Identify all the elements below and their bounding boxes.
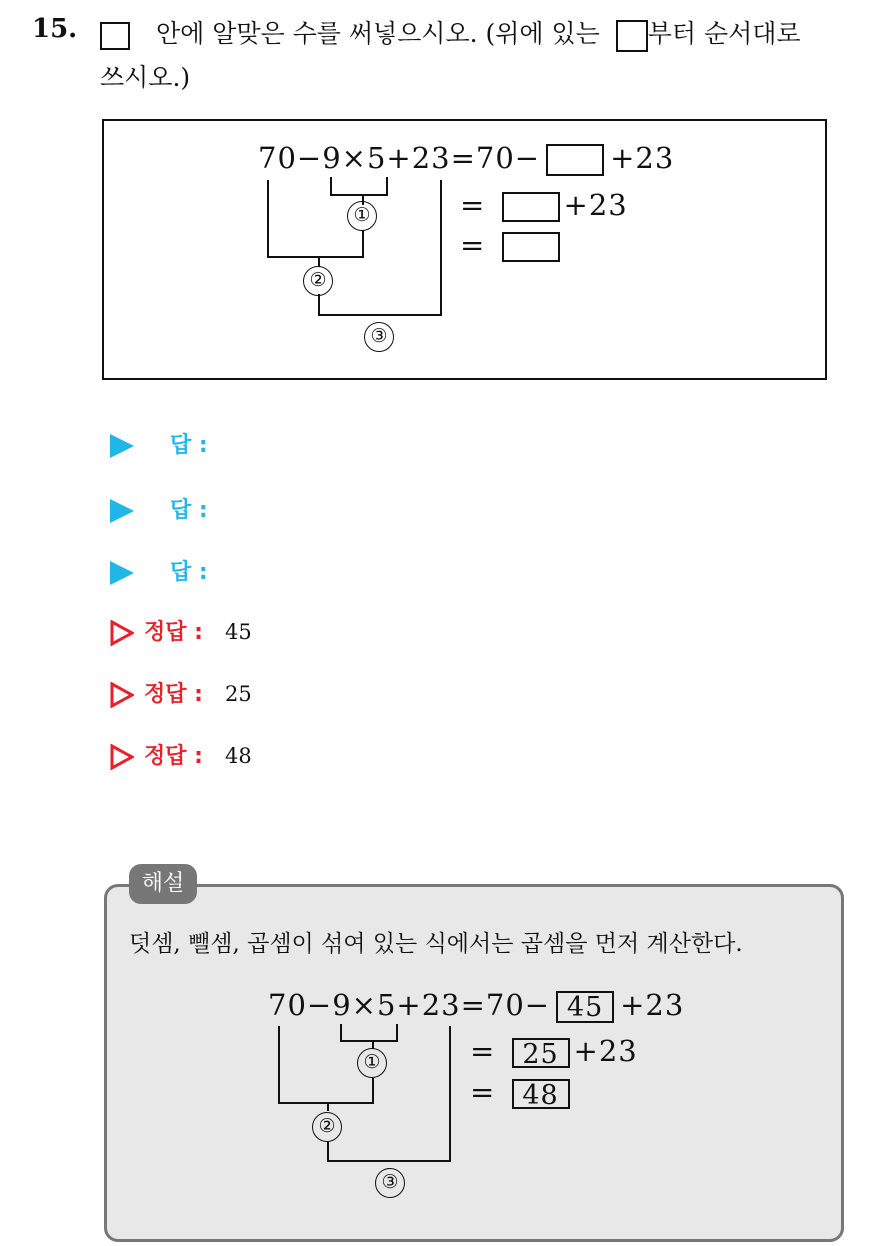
correct-answer-row bbox=[110, 739, 252, 770]
bracket-2-right bbox=[362, 230, 364, 258]
bracket-1-left bbox=[330, 177, 332, 195]
equals-sign: = bbox=[460, 228, 486, 262]
play-arrow-icon bbox=[110, 434, 134, 458]
expression-left: 70−9×5+23=70− bbox=[258, 141, 541, 175]
bracket-2-left bbox=[267, 180, 269, 258]
correct-value: 48 bbox=[224, 744, 252, 768]
explanation-text: 덧셈, 뺄셈, 곱셈이 섞여 있는 식에서는 곱셈을 먼저 계산한다. bbox=[129, 931, 743, 957]
answer-row bbox=[110, 428, 208, 459]
correct-label: 정답 : bbox=[144, 744, 203, 769]
problem-step-3 bbox=[460, 228, 560, 262]
question-text-line2: 쓰시오.) bbox=[100, 63, 191, 92]
correct-answer-row bbox=[110, 615, 252, 646]
bracket-3-right bbox=[440, 180, 442, 316]
correct-label: 정답 : bbox=[144, 682, 203, 707]
expression-tail-2: +23 bbox=[563, 188, 628, 222]
filled-box-1: 45 bbox=[556, 991, 614, 1023]
bracket-3-right bbox=[449, 1026, 451, 1162]
bracket-2-right bbox=[372, 1078, 374, 1104]
answer-label: 답 : bbox=[170, 560, 208, 585]
outline-arrow-icon bbox=[110, 620, 134, 646]
step-marker-2: ② bbox=[303, 266, 333, 296]
question-text bbox=[100, 14, 801, 52]
bracket-2-left bbox=[278, 1026, 280, 1104]
bracket-1-bottom bbox=[330, 194, 388, 196]
equals-sign: = bbox=[470, 1034, 496, 1068]
expression-tail-1: +23 bbox=[610, 141, 675, 175]
outline-arrow-icon bbox=[110, 744, 134, 770]
bracket-3-left bbox=[318, 294, 320, 316]
expression-left: 70−9×5+23=70− bbox=[268, 988, 551, 1022]
blank-box-icon bbox=[100, 22, 130, 50]
correct-label: 정답 : bbox=[144, 620, 203, 645]
question-number: 15. bbox=[32, 14, 78, 44]
filled-box-2: 25 bbox=[512, 1038, 570, 1068]
explanation-tag: 해설 bbox=[129, 864, 197, 904]
expression-tail-2: +23 bbox=[573, 1034, 638, 1068]
step-marker-1: ① bbox=[347, 201, 377, 231]
answer-row bbox=[110, 555, 208, 586]
outline-arrow-icon bbox=[110, 682, 134, 708]
answer-blank-2[interactable] bbox=[502, 192, 560, 222]
bracket-3-bottom bbox=[327, 1160, 451, 1162]
filled-box-3: 48 bbox=[512, 1079, 570, 1109]
answer-blank-1[interactable] bbox=[546, 144, 604, 176]
play-arrow-icon bbox=[110, 561, 134, 585]
bracket-2-bottom bbox=[267, 256, 364, 258]
correct-answer-row bbox=[110, 677, 252, 708]
bracket-2-bottom bbox=[278, 1102, 374, 1104]
correct-value: 25 bbox=[224, 682, 252, 706]
answer-blank-3[interactable] bbox=[502, 232, 560, 262]
correct-value: 45 bbox=[224, 620, 252, 644]
step-marker-3: ③ bbox=[375, 1168, 405, 1198]
bracket-2-stem bbox=[327, 1103, 329, 1111]
answer-label: 답 : bbox=[170, 433, 208, 458]
blank-box-icon bbox=[616, 20, 648, 52]
problem-step-2 bbox=[460, 188, 628, 222]
problem-expression bbox=[258, 141, 674, 176]
bracket-1-right bbox=[386, 177, 388, 195]
bracket-3-left bbox=[327, 1142, 329, 1162]
equals-sign: = bbox=[460, 188, 486, 222]
explanation-step-3 bbox=[470, 1075, 570, 1109]
equals-sign: = bbox=[470, 1075, 496, 1109]
answer-row bbox=[110, 493, 208, 524]
explanation-step-2 bbox=[470, 1034, 638, 1068]
play-arrow-icon bbox=[110, 499, 134, 523]
expression-tail-1: +23 bbox=[620, 988, 685, 1022]
question-text-part2: 부터 순서대로 bbox=[647, 19, 801, 48]
step-marker-3: ③ bbox=[364, 322, 394, 352]
explanation-expression bbox=[268, 988, 684, 1023]
bracket-1-bottom bbox=[340, 1040, 398, 1042]
bracket-3-bottom bbox=[318, 314, 442, 316]
question-text-part1: 안에 알맞은 수를 써넣으시오. (위에 있는 bbox=[155, 19, 600, 48]
answer-label: 답 : bbox=[170, 498, 208, 523]
step-marker-1: ① bbox=[357, 1048, 387, 1078]
step-marker-2: ② bbox=[312, 1112, 342, 1142]
